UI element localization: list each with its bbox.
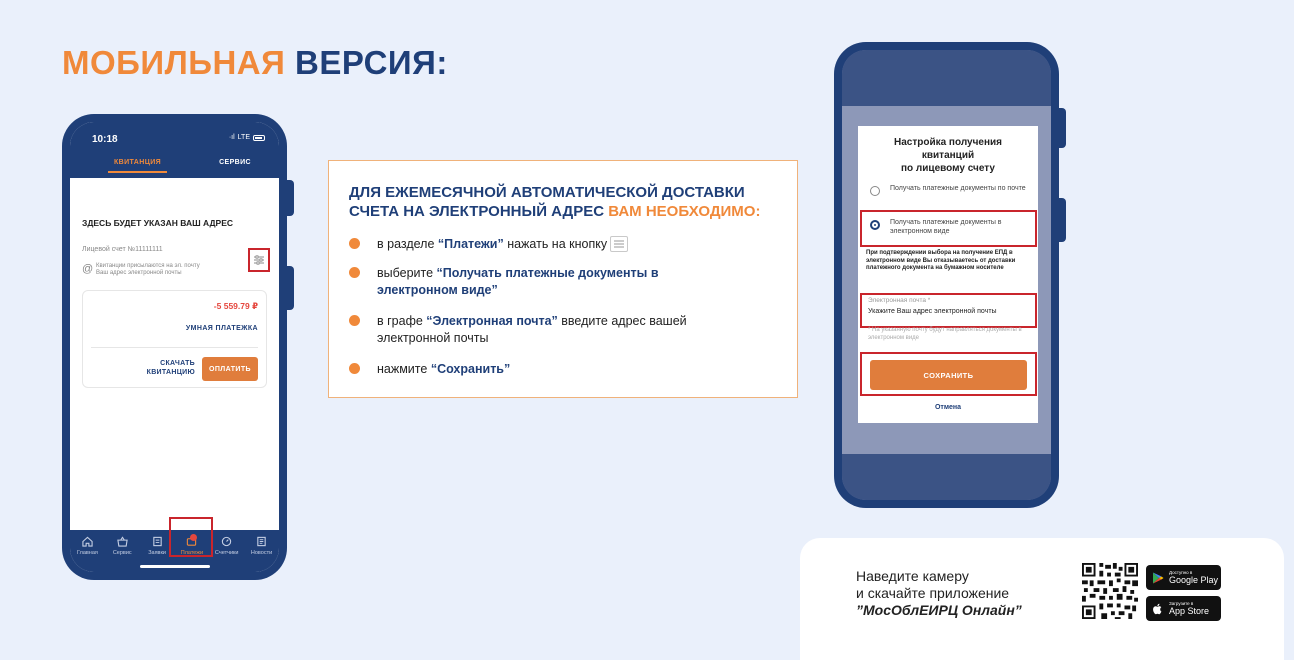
nav-item-news[interactable] [244,530,279,572]
home-indicator [140,565,210,568]
bullet-icon [349,238,360,249]
title-part2: ВЕРСИЯ: [295,44,448,81]
email-hint: * На указанную почту будут направляться документы в электронном виде [868,327,1022,341]
step-text [377,313,737,347]
option-highlight [860,210,1037,247]
google-play-icon [1152,572,1164,584]
save-button[interactable]: СОХРАНИТЬ [870,360,1027,390]
requests-icon [152,536,163,547]
nav-item-home[interactable] [70,530,105,572]
email-address: Ваш адрес электронной почты [96,270,182,276]
step-3 [349,313,779,347]
status-time: 10:18 [92,134,118,145]
phone-side-button [287,266,294,310]
radio-off[interactable] [870,186,880,196]
nav-label: Новости [250,550,273,556]
apple-small: Загрузите в [1169,601,1194,606]
cancel-link[interactable]: Отмена [934,404,962,411]
nav-label: Сервис [112,550,132,556]
sliders-icon [253,254,265,266]
account-number: Лицевой счет №11111111 [82,246,163,253]
phone-side-button [1059,108,1066,148]
app-store-badge[interactable] [1146,596,1221,621]
download-line1: СКАЧАТЬ [160,360,195,367]
left-phone-mockup [62,114,287,580]
step-bold: “Электронная почта” [426,314,558,328]
step-bold: “Получать платежные документы в электронном виде” [377,266,659,297]
bullet-icon [349,267,360,278]
nav-item-service[interactable] [105,530,140,572]
download-receipt-link[interactable] [139,359,195,377]
signal-icon: ·ıl [228,134,235,141]
step-1 [349,236,779,253]
step-4 [349,361,779,378]
modal-title-line: квитанций [921,150,975,161]
phone-side-button [287,180,294,216]
blurred-header [842,50,1051,106]
phone-screen [70,122,279,572]
home-icon [82,536,93,547]
apple-icon [1152,603,1164,615]
address-title: ЗДЕСЬ БУДЕТ УКАЗАН ВАШ АДРЕС [82,218,234,228]
option-label: Получать платежные документы по почте [890,185,1026,192]
settings-button-icon [610,236,628,252]
basket-icon [117,536,128,547]
option-by-mail[interactable] [870,184,1030,196]
email-highlight [860,293,1037,328]
smart-payment-link[interactable]: УМНАЯ ПЛАТЕЖКА [185,325,258,332]
instructions-title-main: ДЛЯ ЕЖЕМЕСЯЧНОЙ АВТОМАТИЧЕСКОЙ ДОСТАВКИ СЧЕТА НА ЭЛЕКТРОННЫЙ АДРЕС [349,184,745,220]
battery-icon [253,135,265,141]
modal-title [858,136,1038,175]
google-small: Доступно в [1169,570,1193,575]
tab-service[interactable]: СЕРВИС [219,159,251,166]
bullet-icon [349,363,360,374]
meter-icon [221,536,232,547]
at-sign-icon: @ [82,263,94,275]
page-title [62,44,448,82]
apple-big: App Store [1169,606,1210,616]
nav-label: Платежи [180,550,204,556]
nav-item-meters[interactable] [209,530,244,572]
network-label: LTE [237,134,250,141]
news-icon [256,536,267,547]
option-label: Получать платежные документы в электронном виде [890,219,1002,235]
email-label: Электронная почта * [868,297,931,304]
modal-title-line: Настройка получения [893,137,1003,148]
payments-highlight [169,517,213,557]
step-pre: нажмите [377,362,431,376]
blurred-nav [842,454,1051,500]
bullet-icon [349,315,360,326]
download-line2: КВИТАНЦИЮ [146,369,195,376]
receipt-settings-modal [858,126,1038,423]
email-info: Квитанции присылаются на эл. почту [96,263,200,269]
payment-card [82,290,267,388]
step-post: введите адрес вашей электронной почты [377,314,687,345]
prompt-line1: Наведите камеру [856,568,969,584]
step-bold: “Платежи” [437,237,504,251]
instructions-title [349,183,789,221]
download-prompt [856,568,1022,619]
google-big: Google Play [1169,575,1219,585]
step-pre: в разделе [377,237,438,251]
nav-label: Счетчики [214,550,239,556]
save-highlight [860,352,1037,396]
step-text [377,361,510,378]
step-pre: выберите [377,266,437,280]
step-pre: в графе [377,314,427,328]
app-name [856,602,1022,619]
modal-title-line: по лицевому счету [901,163,995,174]
step-bold: “Сохранить” [430,362,511,376]
nav-label: Заявки [148,550,166,556]
step-text [377,236,628,253]
download-app-card [800,538,1284,660]
receipt-settings-button[interactable] [248,248,270,272]
step-post: нажать на кнопку [503,237,608,251]
modal-note: При подтверждении выбора на получение ЕПД в электронном виде Вы отказываетесь от доставки платежного документа на бумажном носителе [866,250,1016,271]
prompt-line2: и скачайте приложение [856,585,1010,601]
tab-receipt[interactable]: КВИТАНЦИЯ [114,159,162,166]
google-play-badge[interactable] [1146,565,1221,590]
step-text [377,265,677,299]
email-input[interactable]: Укажите Ваш адрес электронной почты [868,308,997,315]
instructions-panel [328,160,798,398]
app-header [70,122,279,178]
nav-label: Главная [76,550,98,556]
instructions-title-accent: ВАМ НЕОБХОДИМО: [608,203,761,220]
qr-code-icon[interactable] [1082,562,1138,620]
amount-due: -5 559.79 ₽ [213,301,258,311]
phone-side-button [1059,198,1066,242]
app-name-text: ”МосОблЕИРЦ Онлайн” [856,602,1022,618]
step-2 [349,265,779,299]
pay-button[interactable]: ОПЛАТИТЬ [202,357,258,381]
status-icons [229,134,265,141]
divider [91,347,258,348]
title-part1: МОБИЛЬНАЯ [62,44,286,81]
